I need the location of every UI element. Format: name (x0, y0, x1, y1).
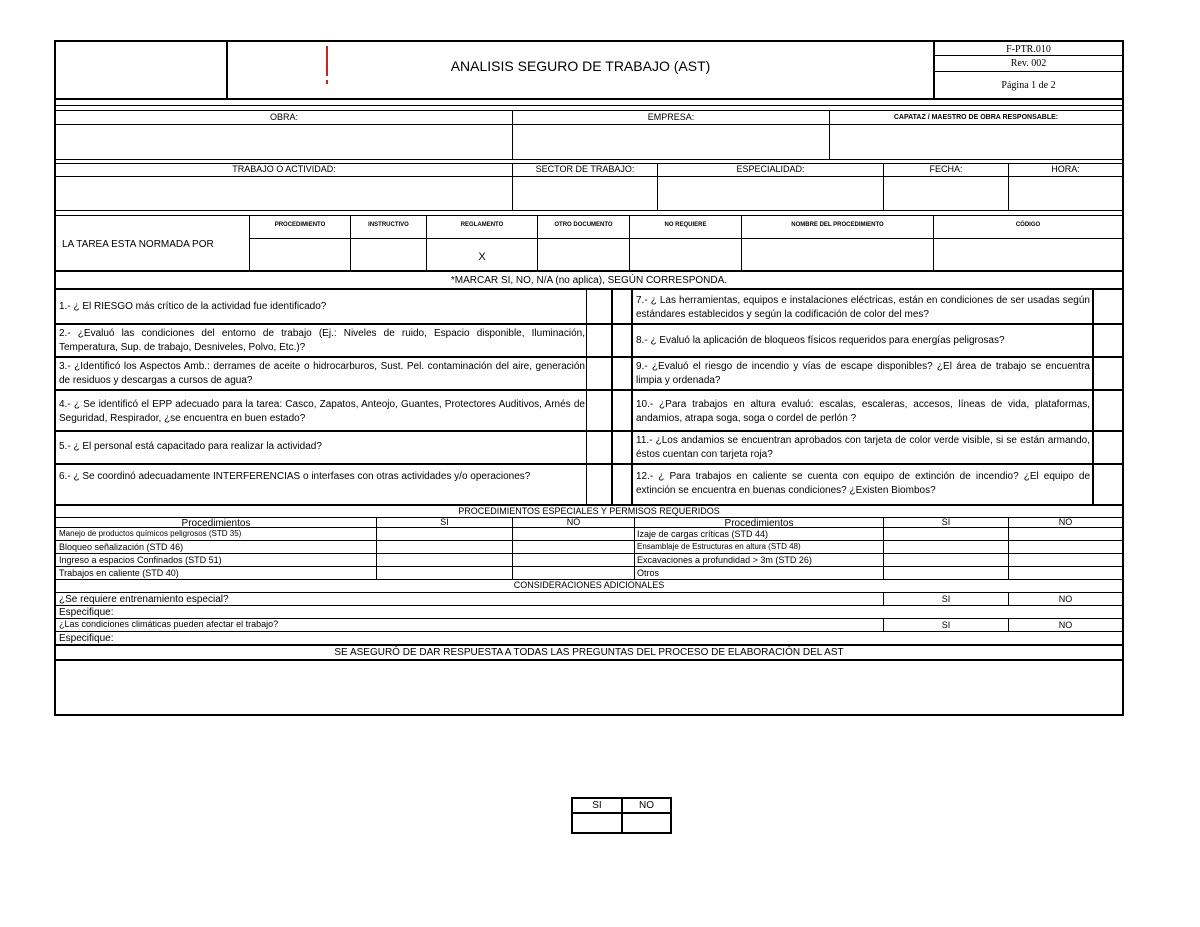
especialidad-label: ESPECIALIDAD: (736, 164, 805, 174)
special-si-4-left[interactable] (377, 567, 512, 579)
special-no-2-right[interactable] (1009, 541, 1122, 553)
special-si-1-left[interactable] (377, 528, 512, 540)
additional-q1: ¿Se requiere entrenamiento especial? (59, 594, 229, 605)
answer-11[interactable] (1094, 432, 1122, 463)
check-procedimiento[interactable] (250, 239, 350, 270)
obra-label: OBRA: (269, 112, 298, 122)
question-11: 11.- ¿Los andamios se encuentran aprobados con tarjeta de color verde visible, si se están armando, éstos cuentan con tarjeta roja? (636, 435, 1090, 460)
answer-6[interactable] (587, 465, 611, 504)
additional-q2-si[interactable]: SI (941, 620, 951, 630)
additional-q1-no[interactable]: NO (1058, 594, 1073, 604)
sector-field[interactable] (513, 177, 657, 210)
trabajo-field[interactable] (56, 177, 512, 210)
question-3: 3.- ¿Identificó los Aspectos Amb.: derrames de aceite o hidrocarburos, Sust. Pel. contaminación del aire, generación de residuos y descargas a cursos de agua? (59, 361, 585, 386)
special-no-3-left[interactable] (513, 554, 634, 566)
special-no-2-left[interactable] (513, 541, 634, 553)
reglamento-mark: X (478, 251, 486, 263)
answer-7[interactable] (1094, 290, 1122, 323)
special-col-no-left: NO (566, 517, 581, 527)
col-instructivo: INSTRUCTIVO (368, 222, 409, 228)
col-no-requiere: NO REQUIERE (664, 222, 707, 228)
legend-no: NO (639, 800, 654, 811)
special-si-3-left[interactable] (377, 554, 512, 566)
question-12: 12.- ¿ Para trabajos en caliente se cuenta con equipo de extinción de incendio? ¿El equipo de extinción se encuentra en buenas condiciones? ¿Existen Biombos? (636, 471, 1090, 496)
especialidad-field[interactable] (658, 177, 883, 210)
nombre-procedimiento-field[interactable] (742, 239, 933, 270)
fecha-label: FECHA: (929, 164, 963, 174)
answer-8[interactable] (1094, 325, 1122, 356)
trabajo-label: TRABAJO O ACTIVIDAD: (232, 164, 336, 174)
special-no-4-right[interactable] (1009, 567, 1122, 579)
question-2: 2.- ¿Evaluó las condiciones del entorno de trabajo (Ej.: Niveles de ruido, Espacio disponible, Iluminación, Temperatura, Sup. de trabajo, Desniveles, Polvo, Etc.)? (59, 328, 585, 353)
answer-9[interactable] (1094, 358, 1122, 389)
question-5: 5.- ¿ El personal está capacitado para realizar la actividad? (59, 441, 322, 452)
answer-3[interactable] (587, 358, 611, 389)
form-title: ANALISIS SEGURO DE TRABAJO (AST) (450, 58, 711, 74)
special-no-1-left[interactable] (513, 528, 634, 540)
check-instructivo[interactable] (351, 239, 426, 270)
form-revision: Rev. 002 (1010, 58, 1047, 69)
empresa-field[interactable] (513, 125, 829, 159)
additional-title: CONSIDERACIONES ADICIONALES (513, 580, 665, 590)
sector-label: SECTOR DE TRABAJO: (535, 164, 635, 174)
si-no-legend (571, 797, 672, 834)
additional-specify-1: Especifique: (59, 607, 114, 618)
special-item-bloqueo: Bloqueo señalización (STD 46) (59, 542, 184, 552)
special-col-si-right: SI (941, 517, 951, 527)
special-title: PROCEDIMIENTOS ESPECIALES Y PERMISOS REQUERIDOS (458, 506, 720, 516)
red-mark-tick (326, 80, 328, 84)
col-procedimiento: PROCEDIMIENTO (274, 222, 326, 228)
check-otro-documento[interactable] (538, 239, 629, 270)
special-item-quimicos: Manejo de productos químicos peligrosos (STD 35) (59, 529, 242, 538)
special-si-4-right[interactable] (884, 567, 1008, 579)
special-item-otros: Otros (637, 568, 660, 578)
special-si-3-right[interactable] (884, 554, 1008, 566)
answer-10[interactable] (1094, 391, 1122, 430)
special-no-3-right[interactable] (1009, 554, 1122, 566)
answer-12[interactable] (1094, 465, 1122, 504)
question-10: 10.- ¿Para trabajos en altura evaluó: escalas, escaleras, accesos, líneas de vida, plataformas, andamios, atrapa soga, soga o cordel de perlón ? (636, 399, 1090, 424)
empresa-label: EMPRESA: (647, 112, 695, 122)
logo-placeholder (58, 44, 224, 96)
special-no-4-left[interactable] (513, 567, 634, 579)
question-1: 1.- ¿ El RIESGO más crítico de la actividad fue identificado? (59, 301, 327, 312)
form-code: F-PTR.010 (1006, 44, 1051, 55)
fecha-field[interactable] (884, 177, 1008, 210)
col-reglamento: REGLAMENTO (460, 222, 504, 228)
special-col-si-left: SI (440, 517, 449, 527)
additional-q1-si[interactable]: SI (941, 594, 951, 604)
additional-specify-2: Especifique: (59, 633, 114, 644)
question-9: 9.- ¿Evaluó el riesgo de incendio y vías de escape disponibles? ¿El área de trabajo se encuentra limpia y ordenada? (636, 361, 1090, 386)
question-4: 4.- ¿ Se identificó el EPP adecuado para la tarea: Casco, Zapatos, Anteojo, Guantes, Protectores Auditivos, Arnés de Seguridad, Respirador, ¿se encuentra en buen estado? (59, 399, 585, 424)
special-col-proc-left: Procedimientos (181, 518, 251, 529)
special-col-no-right: NO (1058, 517, 1073, 527)
codigo-field[interactable] (934, 239, 1122, 270)
check-no-requiere[interactable] (630, 239, 741, 270)
col-codigo: CÓDIGO (1015, 222, 1041, 228)
capataz-field[interactable] (830, 125, 1122, 159)
answer-5[interactable] (587, 432, 611, 463)
special-item-excavaciones: Excavaciones a profundidad > 3m (STD 26) (637, 555, 812, 565)
special-item-ensamblaje: Ensamblaje de Estructuras en altura (STD 48) (637, 542, 801, 551)
capataz-label: CAPATAZ / MAESTRO DE OBRA RESPONSABLE: (893, 114, 1059, 121)
answer-4[interactable] (587, 391, 611, 430)
answer-1[interactable] (587, 290, 611, 323)
special-si-2-left[interactable] (377, 541, 512, 553)
special-si-2-right[interactable] (884, 541, 1008, 553)
additional-q2: ¿Las condiciones climáticas pueden afectar el trabajo? (59, 619, 279, 629)
legend-si: SI (592, 800, 602, 811)
special-item-caliente: Trabajos en caliente (STD 40) (59, 568, 179, 578)
special-item-izaje: Izaje de cargas críticas (STD 44) (637, 529, 769, 539)
ast-form (54, 40, 1124, 716)
special-col-proc-right: Procedimientos (724, 518, 794, 529)
answer-2[interactable] (587, 325, 611, 356)
hora-label: HORA: (1051, 164, 1080, 174)
special-si-1-right[interactable] (884, 528, 1008, 540)
question-6: 6.- ¿ Se coordinó adecuadamente INTERFERENCIAS o interfases con otras actividades y/o operaciones? (59, 471, 531, 482)
special-item-confinados: Ingreso a espacios Confinados (STD 51) (59, 555, 222, 565)
question-8: 8.- ¿ Evaluó la aplicación de bloqueos físicos requeridos para energías peligrosas? (636, 335, 1005, 346)
special-no-1-right[interactable] (1009, 528, 1122, 540)
instruction-text: *MARCAR SI, NO, N/A (no aplica), SEGÚN CORRESPONDA. (450, 275, 728, 286)
check-reglamento[interactable] (427, 239, 537, 270)
additional-q2-no[interactable]: NO (1058, 620, 1073, 630)
question-7: 7.- ¿ Las herramientas, equipos e instalaciones eléctricas, están en condiciones de ser usadas según estándares establecidos y según la codificación de color del mes? (636, 295, 1090, 320)
col-otro-documento: OTRO DOCUMENTO (554, 222, 613, 228)
footer-statement: SE ASEGURÓ DE DAR RESPUESTA A TODAS LAS PREGUNTAS DEL PROCESO DE ELABORACIÓN DEL AST (334, 647, 844, 658)
hora-field[interactable] (1009, 177, 1122, 210)
form-page: Página 1 de 2 (1001, 80, 1056, 91)
obra-field[interactable] (56, 125, 512, 159)
col-nombre-procedimiento: NOMBRE DEL PROCEDIMIENTO (791, 222, 884, 228)
normada-label: LA TAREA ESTA NORMADA POR (62, 239, 214, 250)
footer-answer-area[interactable] (56, 661, 1122, 714)
